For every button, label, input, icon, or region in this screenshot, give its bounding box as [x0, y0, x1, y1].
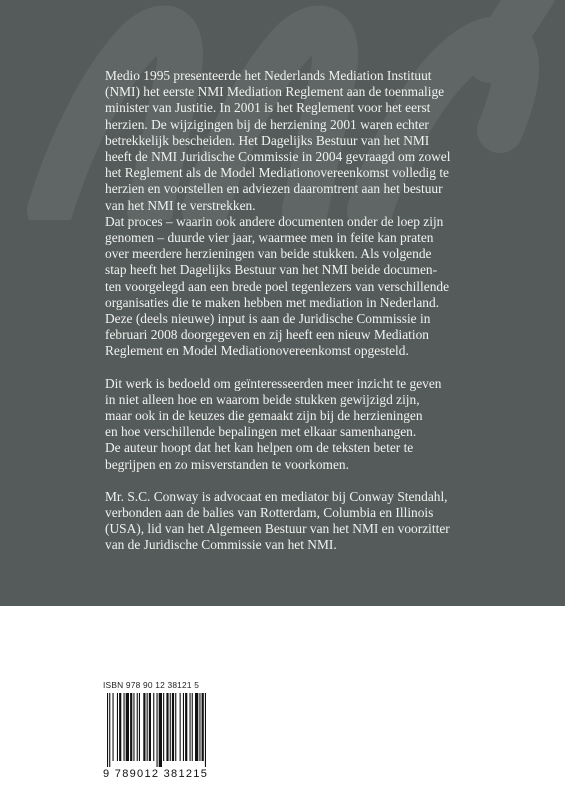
text-line: en hoe verschillende bepalingen met elkaar samenhangen.: [105, 424, 417, 440]
text-line: heeft de NMI Juridische Commissie in 2004 gevraagd om zowel: [105, 149, 451, 165]
text-line: begrijpen en zo misverstanden te voorkomen.: [105, 456, 349, 472]
text-line: in niet alleen hoe en waarom beide stukken gewijzigd zijn,: [105, 391, 420, 407]
text-line: minister van Justitie. In 2001 is het Reglement voor het eerst: [105, 100, 431, 116]
text-line: (USA), lid van het Algemeen Bestuur van het NMI en voorzitter: [105, 521, 450, 537]
text-line: Dat proces – waarin ook andere documenten onder de loep zijn: [105, 213, 444, 229]
text-line: De auteur hoopt dat het kan helpen om de teksten beter te: [105, 440, 414, 456]
text-line: herzien. De wijzigingen bij de herziening 2001 waren echter: [105, 116, 429, 132]
text-line: (NMI) het eerste NMI Mediation Reglement aan de toenmalige: [105, 84, 445, 100]
text-line: Medio 1995 presenteerde het Nederlands Mediation Instituut: [105, 68, 432, 83]
text-line: van het NMI te verstrekken.: [105, 197, 256, 213]
text-line: genomen – duurde vier jaar, waarmee men in feite kan praten: [105, 230, 434, 246]
paragraph-purpose: [105, 376, 545, 473]
text-line: Reglement en Model Mediationovereenkomst opgesteld.: [105, 343, 409, 359]
isbn-label: ISBN 978 90 12 38121 5: [103, 680, 200, 690]
text-line: organisaties die te maken hebben met mediation in Nederland.: [105, 294, 440, 310]
text-line: stap heeft het Dagelijks Bestuur van het NMI beide documen-: [105, 262, 438, 278]
text-line: Deze (deels nieuwe) input is aan de Juridische Commissie in: [105, 311, 431, 327]
back-cover-text: [105, 68, 545, 554]
text-line: van de Juridische Commissie van het NMI.: [105, 537, 337, 553]
isbn-barcode-block: [103, 680, 263, 780]
text-line: het Reglement als de Model Mediationovereenkomst volledig te: [105, 165, 449, 181]
text-line: maar ook in de keuzes die gemaakt zijn bij de herzieningen: [105, 408, 423, 424]
text-line: ten voorgelegd aan een brede poel tegenlezers van verschillende: [105, 278, 450, 294]
barcode-digits: 9 789012 381215: [103, 768, 209, 780]
text-line: herzien en voorstellen en adviezen daaromtrent aan het bestuur: [105, 181, 443, 197]
text-line: over meerdere herzieningen van beide stukken. Als volgende: [105, 246, 432, 262]
paragraph-intro: [105, 68, 545, 360]
paragraph-author: [105, 489, 545, 554]
white-footer-area: [0, 606, 565, 800]
text-line: Dit werk is bedoeld om geïnteresseerden meer inzicht te geven: [105, 375, 442, 391]
barcode-icon: [103, 693, 253, 767]
text-line: verbonden aan de balies van Rotterdam, Columbia en Illinois: [105, 505, 434, 521]
text-line: februari 2008 doorgegeven en zij heeft een nieuw Mediation: [105, 327, 429, 343]
text-line: betrekkelijk bescheiden. Het Dagelijks Bestuur van het NMI: [105, 132, 430, 148]
text-line: Mr. S.C. Conway is advocaat en mediator bij Conway Stendahl,: [105, 488, 448, 504]
